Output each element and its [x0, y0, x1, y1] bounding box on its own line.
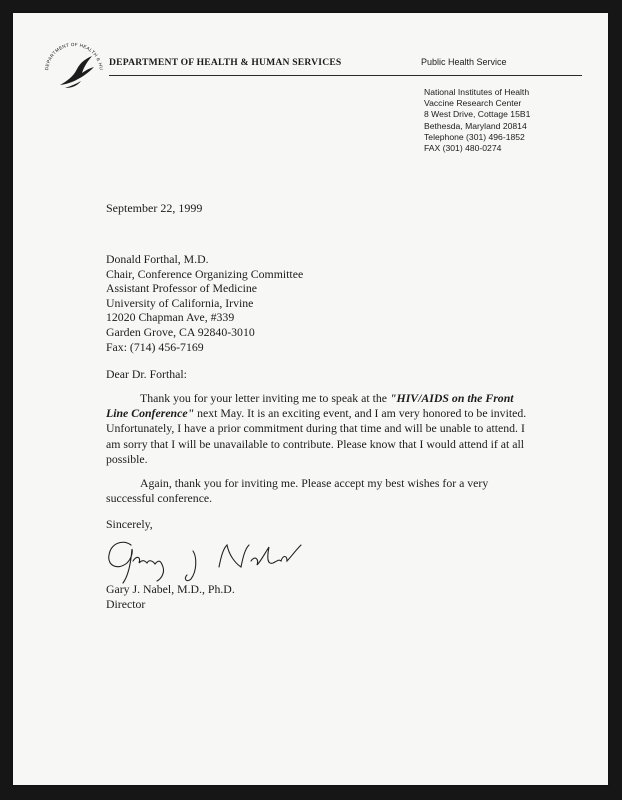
address-line: Bethesda, Maryland 20814 [424, 120, 527, 131]
sender-address [424, 87, 530, 154]
conference-title: "HIV/AIDS on the Front Line Conference" [106, 391, 514, 421]
closing: Sincerely, [106, 517, 153, 531]
salutation: Dear Dr. Forthal: [106, 367, 187, 381]
paragraph-text: next May. It is an exciting event, and I am very honored to be invited. Unfortunately, I have a prior commitment during that time and will be unable to attend. I am sorry that I will be unavailable to contribute. Please know that I would attend if at all possible. [106, 406, 527, 466]
letter-date: September 22, 1999 [106, 201, 203, 215]
signer-name: Gary J. Nabel, M.D., Ph.D. [106, 582, 235, 596]
recipient-address [106, 252, 303, 354]
letterhead-divider [109, 75, 582, 76]
recipient-line: 12020 Chapman Ave, #339 [106, 310, 235, 325]
recipient-line: Assistant Professor of Medicine [106, 281, 258, 296]
body-paragraph-2: Again, thank you for inviting me. Please accept my best wishes for a very successful conference. [106, 476, 489, 506]
handwritten-signature [101, 531, 311, 585]
hhs-seal-logo [43, 41, 105, 103]
public-health-service-label: Public Health Service [421, 57, 507, 67]
recipient-line: Garden Grove, CA 92840-3010 [106, 324, 255, 339]
letter-sheet [13, 13, 608, 785]
address-line: FAX (301) 480-0274 [424, 143, 502, 154]
svg-text:DEPARTMENT OF HEALTH & HUMAN S [43, 41, 104, 71]
recipient-line: Chair, Conference Organizing Committee [106, 266, 304, 281]
address-line: Vaccine Research Center [424, 98, 522, 109]
body-paragraph-1 [106, 391, 536, 467]
eagle-icon [60, 56, 94, 85]
signer-title: Director [106, 597, 146, 611]
seal-text: DEPARTMENT OF HEALTH & HU [44, 41, 104, 71]
signer-block [106, 582, 235, 612]
address-line: Telephone (301) 496-1852 [424, 131, 525, 142]
paragraph-text: Thank you for your letter inviting me to speak at the [140, 391, 390, 405]
recipient-line: University of California, Irvine [106, 295, 254, 310]
recipient-line: Donald Forthal, M.D. [106, 252, 209, 266]
address-line: 8 West Drive, Cottage 15B1 [424, 109, 531, 120]
department-name: DEPARTMENT OF HEALTH & HUMAN SERVICES [109, 57, 342, 68]
recipient-line: Fax: (714) 456-7169 [106, 339, 204, 354]
address-line: National Institutes of Health [424, 87, 530, 97]
